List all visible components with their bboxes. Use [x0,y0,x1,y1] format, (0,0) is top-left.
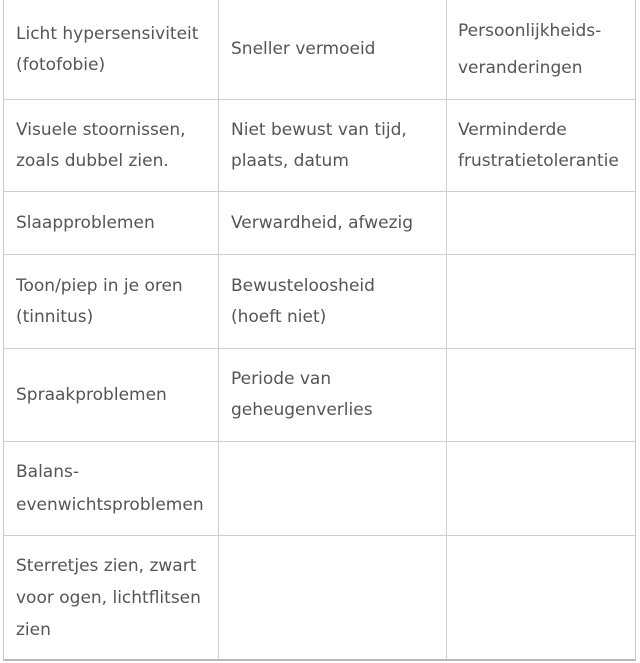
table-cell [219,192,447,254]
cell-text: Licht hypersensiviteit (fotofobie) [16,23,199,75]
cell-text: Sneller vermoeid [231,39,376,59]
table-cell [4,0,219,99]
cell-text: Persoonlijkheids- veranderingen [458,20,602,78]
cell-text: Niet bewust van tijd, plaats, datum [231,119,407,171]
cell-text: Verwardheid, afwezig [231,212,414,233]
table-cell [219,349,447,441]
table-cell [447,536,635,659]
table-cell [4,442,219,535]
table-row [4,192,635,255]
cell-text: Sterretjes zien, zwart voor ogen, lichtflitsen zien [16,555,201,640]
table-cell [447,192,635,254]
table-row [4,536,635,659]
table-cell [447,0,635,99]
table-cell [219,442,447,535]
table-row [4,0,635,100]
table-cell [447,100,635,191]
table-row [4,255,635,349]
table-cell [447,442,635,535]
cell-text: Balans- evenwichtsproblemen [16,461,204,515]
symptoms-table [3,0,636,661]
cell-text: Toon/piep in je oren (tinnitus) [16,275,183,327]
cell-text: Bewusteloosheid (hoeft niet) [231,275,375,327]
table-cell [219,536,447,659]
table-row [4,442,635,536]
cell-text: Verminderde frustratietolerantie [458,119,619,171]
table-cell [447,255,635,348]
table-cell [4,192,219,254]
cell-text: Slaapproblemen [16,212,155,233]
table-cell [219,100,447,191]
cell-text: Periode van geheugenverlies [231,369,373,420]
cell-text: Visuele stoornissen, zoals dubbel zien. [16,119,186,171]
cell-text: Spraakproblemen [16,384,167,405]
table-cell [447,349,635,441]
table-row [4,349,635,442]
table-cell [219,255,447,348]
table-cell [219,0,447,99]
table-row [4,100,635,192]
table-cell [4,100,219,191]
table-cell [4,255,219,348]
table-cell [4,349,219,441]
table-cell [4,536,219,659]
